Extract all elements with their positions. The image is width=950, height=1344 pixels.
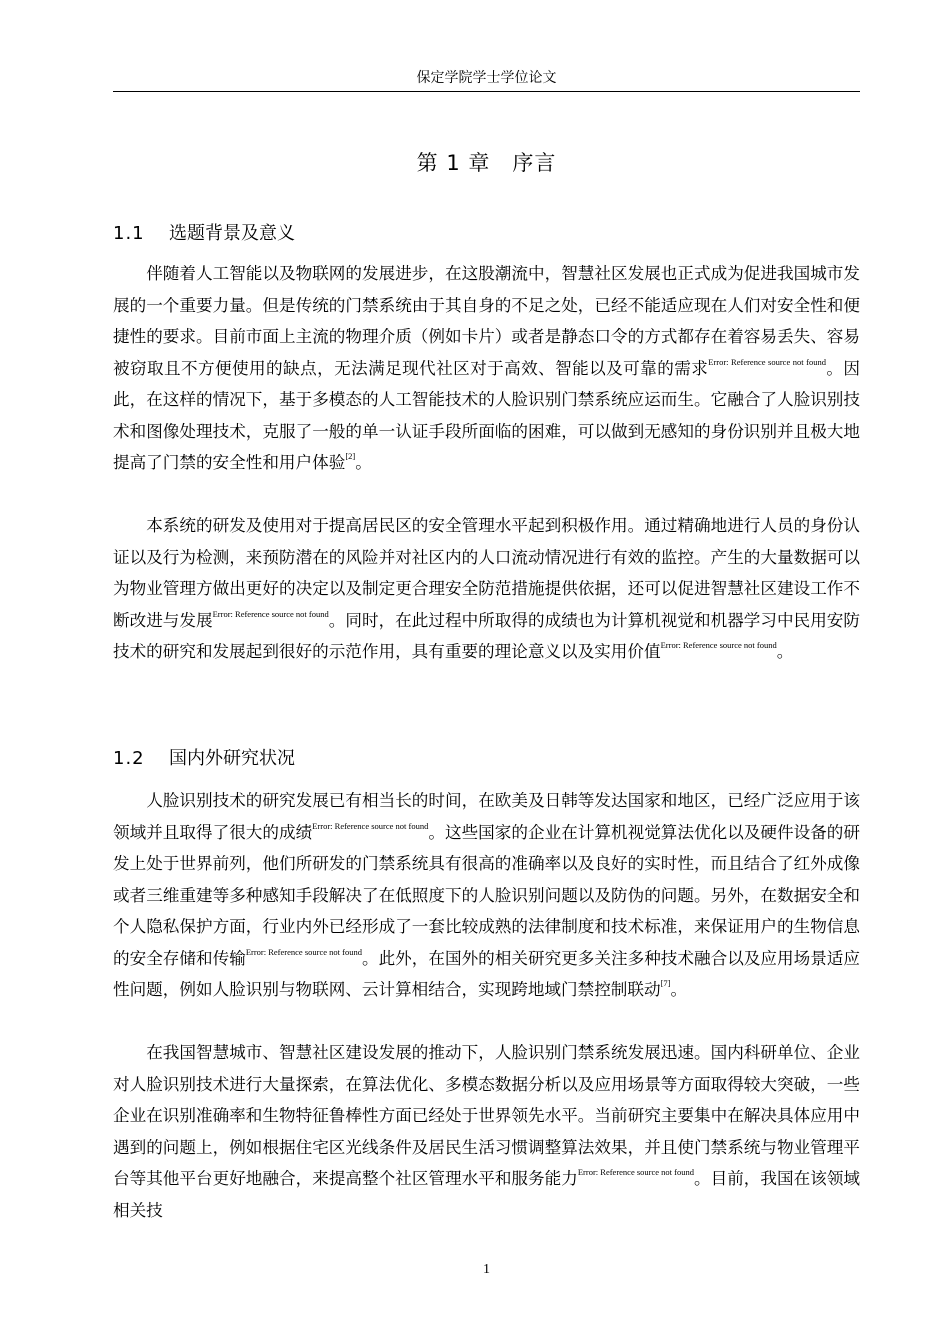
paragraph-domestic-research xyxy=(113,1037,860,1226)
paragraph-text: 伴随着人工智能以及物联网的发展进步，在这股潮流中，智慧社区发展也正式成为促进我国城市发展的一个重要力量。但是传统的门禁系统由于其自身的不足之处，已经不能适应现在人们对安全性和便捷性的要求。目前市面上主流的物理介质（例如卡片）或者是静态口令的方式都存在着容易丢失、容易被窃取且不方便使用的缺点，无法满足现代社区对于高效、智能以及可靠的需求 xyxy=(113,264,860,378)
section-heading-1-2 xyxy=(113,746,860,772)
page-number: 1 xyxy=(483,1262,490,1277)
section-number: 1.2 xyxy=(113,748,145,769)
paragraph-text: 。因此，在这样的情况下，基于多模态的人工智能技术的人脸识别门禁系统应运而生。它融合了人脸识别技术和图像处理技术，克服了一般的单一认证手段所面临的困难，可以做到无感知的身份识别并且极大地提高了门禁的安全性和用户体验 xyxy=(113,358,860,472)
section-number: 1.1 xyxy=(113,223,145,244)
paragraph-background xyxy=(113,258,860,479)
reference-error-marker: Error: Reference source not found xyxy=(577,1167,694,1177)
section-title: 选题背景及意义 xyxy=(169,223,295,244)
chapter-title: 第 1 章 序言 xyxy=(416,151,557,175)
paragraph-text: 本系统的研发及使用对于提高居民区的安全管理水平起到积极作用。通过精确地进行人员的身份认证以及行为检测，来预防潜在的风险并对社区内的人口流动情况进行有效的监控。产生的大量数据可以为物业管理方做出更好的决定以及制定更合理安全防范措施提供依据，还可以促进智慧社区建设工作不断改进与发展 xyxy=(113,516,860,630)
paragraph-text: 。 xyxy=(355,453,372,472)
paragraph-text: 。 xyxy=(776,642,794,661)
citation-marker: [7] xyxy=(660,978,671,988)
reference-error-marker: Error: Reference source not found xyxy=(660,640,777,650)
citation-marker: [2] xyxy=(345,451,356,461)
reference-error-marker: Error: Reference source not found xyxy=(312,820,429,831)
paragraph-text: 。同时，在此过程中所取得的成绩也为计算机视觉和机器学习中民用安防技术的研究和发展起到很好的示范作用，具有重要的理论意义以及实用价值 xyxy=(113,610,861,661)
reference-error-marker: Error: Reference source not found xyxy=(708,356,826,367)
running-header: 保定学院学士学位论文 xyxy=(416,70,557,86)
paragraph-text: 。 xyxy=(670,980,688,999)
paragraph-text: 在我国智慧城市、智慧社区建设发展的推动下，人脸识别门禁系统发展迅速。国内科研单位、企业对人脸识别技术进行大量探索，在算法优化、多模态数据分析以及应用场景等方面取得较大突破，一些企业在识别准确率和生物特征鲁棒性方面已经处于世界领先水平。当前研究主要集中在解决具体应用中遇到的问题上，例如根据住宅区光线条件及居民生活习惯调整算法效果，并且使门禁系统与物业管理平台等其他平台更好地融合，来提高整个社区管理水平和服务能力 xyxy=(113,1043,860,1188)
section-heading-1-1 xyxy=(113,221,860,247)
paragraph-foreign-research xyxy=(113,785,860,1006)
paragraph-text: 。这些国家的企业在计算机视觉算法优化以及硬件设备的研发上处于世界前列，他们所研发的门禁系统具有很高的准确率以及良好的实时性，而且结合了红外成像或者三维重建等多种感知手段解决了在低照度下的人脸识别问题以及防伪的问题。另外，在数据安全和个人隐私保护方面，行业内外已经形成了一套比较成熟的法律制度和技术标准，来保证用户的生物信息的安全存储和传输 xyxy=(113,822,861,968)
paragraph-significance xyxy=(113,510,860,668)
paragraph-text: 。此外，在国外的相关研究更多关注多种技术融合以及应用场景适应性问题，例如人脸识别与物联网、云计算相结合，实现跨地域门禁控制联动 xyxy=(113,948,861,999)
reference-error-marker: Error: Reference source not found xyxy=(212,608,329,619)
header-divider xyxy=(113,91,860,92)
paragraph-text: 人脸识别技术的研究发展已有相当长的时间，在欧美及日韩等发达国家和地区，已经广泛应用于该领域并且取得了很大的成绩 xyxy=(113,791,860,842)
section-title: 国内外研究状况 xyxy=(169,748,295,769)
paragraph-text: 。目前，我国在该领域相关技 xyxy=(113,1169,861,1220)
reference-error-marker: Error: Reference source not found xyxy=(245,946,362,957)
